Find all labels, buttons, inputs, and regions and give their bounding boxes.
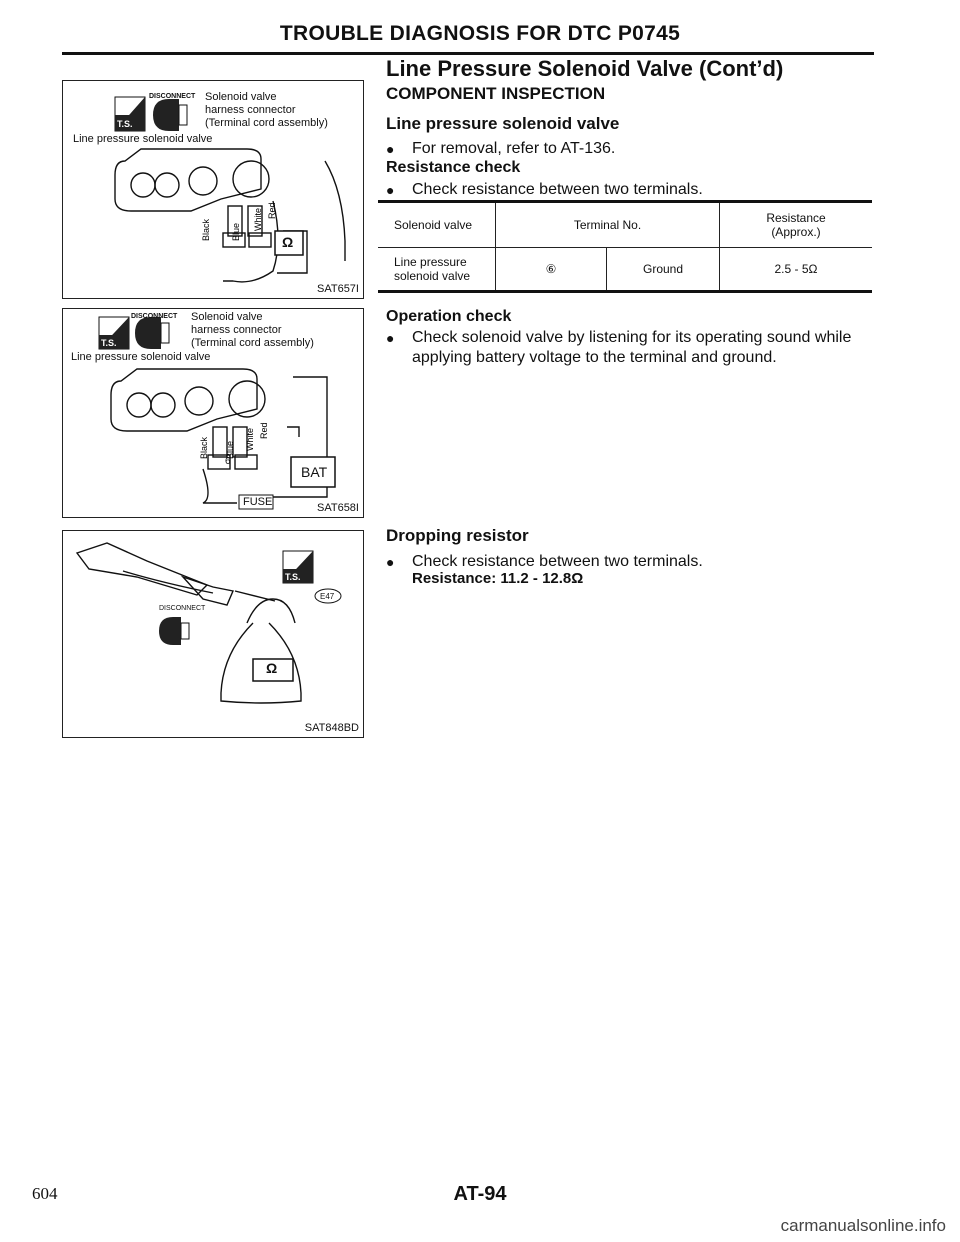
caption-line: Line pressure solenoid valve: [73, 133, 213, 145]
ohm-symbol: Ω: [282, 234, 294, 250]
section-heading: COMPONENT INSPECTION: [386, 84, 606, 103]
wire-label-black: Black: [201, 218, 211, 241]
page-number: 604: [32, 1184, 58, 1203]
ohm-symbol: Ω: [266, 660, 278, 676]
ts-label: T.S.: [101, 338, 117, 348]
figure-resistance-check: [62, 80, 364, 299]
table-header-terminal: Terminal No.: [496, 202, 720, 248]
caption-line: harness connector: [205, 104, 296, 116]
dropping-heading: Dropping resistor: [386, 526, 529, 545]
operation-heading: Operation check: [386, 308, 512, 325]
wire-label-white: White: [253, 207, 263, 231]
wire-label-white: White: [245, 427, 255, 451]
operation-bullet-text: Check solenoid valve by listening for its operating sound while applying battery voltage to the terminal and ground.: [412, 329, 852, 366]
operation-bullet: [386, 328, 876, 368]
dropping-bullet: [386, 552, 876, 572]
figure-code: SAT658I: [317, 502, 359, 514]
table-cell-ground: Ground: [607, 248, 720, 292]
figure-code: SAT657I: [317, 283, 359, 295]
disconnect-label: DISCONNECT: [149, 93, 196, 100]
resistance-bullet-text: Check resistance between two terminals.: [412, 181, 703, 198]
header-rule: [62, 52, 874, 55]
valve-body: [115, 149, 345, 282]
wire-label-blue: Blue: [231, 222, 241, 241]
table-cell-name: Line pressure solenoid valve: [394, 255, 471, 283]
caption-line: Solenoid valve: [205, 91, 277, 103]
resistance-table: [378, 200, 872, 293]
wire-label-red: Red: [259, 422, 269, 439]
terminal-label: 6: [225, 456, 231, 467]
caption-line: (Terminal cord assembly): [191, 337, 314, 349]
wire-label-black: Black: [199, 436, 209, 459]
page-title: TROUBLE DIAGNOSIS FOR DTC P0745: [279, 22, 681, 45]
dropping-spec: Resistance: 11.2 - 12.8Ω: [412, 570, 584, 587]
ts-label: T.S.: [285, 572, 301, 582]
watermark: carmanualsonline.info: [780, 1216, 946, 1235]
disconnect-label: DISCONNECT: [131, 313, 178, 320]
lpsv-heading: Line pressure solenoid valve: [386, 114, 620, 133]
lpsv-bullet-text: For removal, refer to AT-136.: [412, 140, 616, 157]
figure-dropping-resistor: [62, 530, 364, 738]
connector-icon: [159, 617, 189, 645]
fuse-label: FUSE: [243, 496, 273, 508]
disconnect-label: DISCONNECT: [159, 605, 206, 612]
table-cell-terminal: ⑥: [496, 248, 607, 292]
dropping-resistor-diagram: [63, 531, 363, 737]
wire-label-red: Red: [267, 202, 277, 219]
resistance-heading: Resistance check: [386, 159, 521, 176]
ts-label: T.S.: [117, 119, 133, 129]
caption-line: harness connector: [191, 324, 282, 336]
table-header-solenoid: Solenoid valve: [394, 218, 473, 232]
connector-icon: [153, 99, 187, 131]
page-subtitle: Line Pressure Solenoid Valve (Cont’d): [386, 56, 784, 81]
caption-line: Solenoid valve: [191, 311, 263, 323]
lpsv-bullet: [386, 139, 876, 159]
bullet-icon: ●: [386, 330, 395, 346]
bullet-icon: ●: [386, 554, 395, 570]
caption-line: (Terminal cord assembly): [205, 117, 328, 129]
table-cell-resistance: 2.5 - 5Ω: [720, 248, 873, 292]
wire-label-blue: Blue: [225, 440, 235, 459]
battery-label: BAT: [301, 464, 328, 480]
bullet-icon: ●: [386, 141, 395, 157]
bullet-icon: ●: [386, 182, 395, 198]
table-header-resistance: Resistance (Approx.): [720, 202, 873, 248]
figure-code: SAT848BD: [304, 722, 359, 734]
resistance-bullet: [386, 180, 876, 200]
page-code: AT-94: [453, 1183, 507, 1205]
dropping-bullet-text: Check resistance between two terminals.: [412, 553, 703, 570]
figure-operation-check: [62, 308, 364, 518]
caption-line: Line pressure solenoid valve: [71, 351, 211, 363]
connector-label: E47: [320, 592, 335, 601]
table-row: [378, 248, 872, 292]
